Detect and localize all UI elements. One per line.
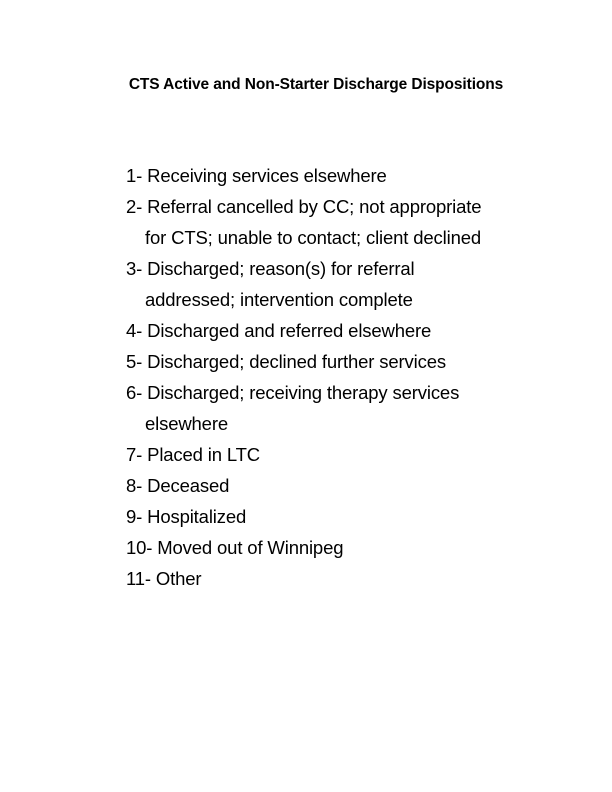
disposition-list xyxy=(126,160,566,594)
list-item xyxy=(126,377,566,439)
list-item-continuation: elsewhere xyxy=(145,413,228,434)
list-item-text: 2- Referral cancelled by CC; not appropriate xyxy=(126,196,482,217)
list-item-text: 1- Receiving services elsewhere xyxy=(126,165,387,186)
list-item-text: 3- Discharged; reason(s) for referral xyxy=(126,258,415,279)
document-title: CTS Active and Non-Starter Discharge Dispositions xyxy=(128,76,504,93)
list-item-text: 10- Moved out of Winnipeg xyxy=(126,537,344,558)
list-item-text: 5- Discharged; declined further services xyxy=(126,351,446,372)
list-item-continuation: addressed; intervention complete xyxy=(145,289,413,310)
list-item xyxy=(126,532,566,563)
list-item-text: 4- Discharged and referred elsewhere xyxy=(126,320,432,341)
list-item xyxy=(126,191,566,253)
list-item-text: 9- Hospitalized xyxy=(126,506,247,527)
list-item-continuation: for CTS; unable to contact; client declined xyxy=(145,227,481,248)
list-item xyxy=(126,470,566,501)
list-item-text: 6- Discharged; receiving therapy services xyxy=(126,382,460,403)
list-item xyxy=(126,315,566,346)
list-item xyxy=(126,346,566,377)
list-item xyxy=(126,439,566,470)
list-item-text: 7- Placed in LTC xyxy=(126,444,261,465)
list-item xyxy=(126,501,566,532)
list-item xyxy=(126,160,566,191)
list-item-text: 8- Deceased xyxy=(126,475,230,496)
list-item xyxy=(126,253,566,315)
list-item xyxy=(126,563,566,594)
list-item-text: 11- Other xyxy=(126,568,202,589)
